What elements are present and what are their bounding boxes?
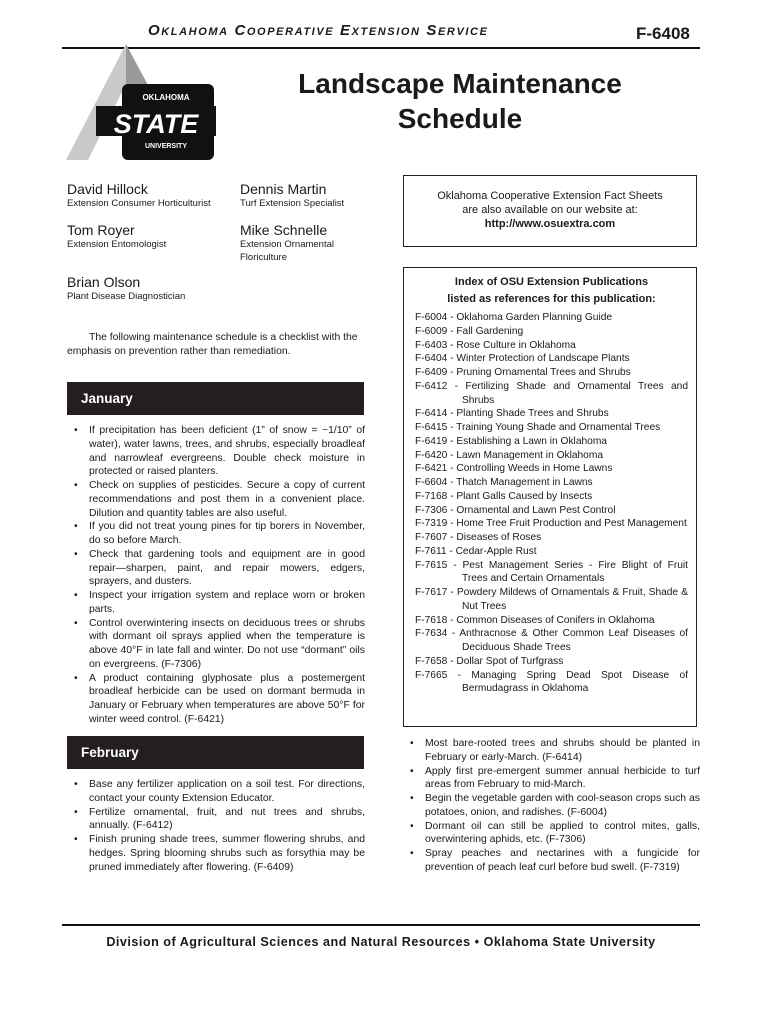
website-text-line: are also available on our website at: [462,204,638,216]
publication-item: F-7306 - Ornamental and Lawn Pest Control [415,504,616,516]
february-list-left [67,778,365,874]
website-url-link[interactable]: http://www.osuextra.com [484,218,616,230]
logo-text-state: STATE [113,109,199,139]
website-box [403,175,697,247]
author-role: Extension Entomologist [67,239,167,250]
osu-logo [62,44,222,169]
author-name: Dennis Martin [240,181,327,197]
list-item: • Finish pruning shade trees, summer flowering shrubs, and hedges. Spring blooming shrubs such as forsythia may be pruned immediately after flowering. (F-6409) [67,833,365,874]
publication-item: F-6403 - Rose Culture in Oklahoma [415,339,576,351]
list-item: • If you did not treat young pines for tip borers in November, do so before March. [67,520,365,548]
publication-item: F-7665 - Managing Spring Dead Spot Disease of Bermudagrass in Oklahoma [415,669,688,695]
publication-item: F-6009 - Fall Gardening [415,325,524,337]
author-name: Mike Schnelle [240,222,328,238]
list-item: • If precipitation has been deficient (1” of snow = ~1/10” of water), water lawns, trees, and shrubs, especially broadleaf and narrowleaf evergreens. Double check moisture in protected or raised planters. [67,424,365,479]
january-heading: January [67,382,364,415]
list-item: • Control overwintering insects on deciduous trees or shrubs with dormant oil sprays applied when the temperature is above 40°F in late fall and winter. Do not use “dormant” oils on evergreens. (F-7306) [67,617,365,672]
author-role: Plant Disease Diagnostician [67,291,186,302]
publications-index-box [403,267,697,727]
publication-item: F-6404 - Winter Protection of Landscape Plants [415,353,630,365]
list-item: • Base any fertilizer application on a soil test. For directions, contact your county Extension Educator. [67,778,365,806]
publication-item: F-7319 - Home Tree Fruit Production and Pest Management [415,518,687,530]
publication-item: F-7617 - Powdery Mildews of Ornamentals & Fruit, Shade & Nut Trees [415,587,688,612]
publication-item: F-6420 - Lawn Management in Oklahoma [415,449,604,461]
publication-item: F-7615 - Pest Management Series - Fire Blight of Fruit Trees and Certain Ornamentals [415,559,688,585]
publication-item: F-6421 - Controlling Weeds in Home Lawns [415,463,613,475]
publication-item: F-7168 - Plant Galls Caused by Insects [415,490,593,502]
february-heading: February [67,736,364,769]
fact-sheet-code: F-6408 [636,24,690,43]
logo-text-oklahoma: OKLAHOMA [142,93,190,102]
january-list [67,424,365,727]
author-role: Extension Consumer Horticulturist [67,198,211,209]
list-item: • Spray peaches and nectarines with a fungicide for prevention of peach leaf curl before bud swell. (F-7319) [403,847,700,875]
page-title [282,66,638,136]
title-line-2: Schedule [397,103,523,134]
title-line-1: Landscape Maintenance [298,68,622,99]
list-item: • Dormant oil can still be applied to control mites, galls, overwintering aphids, etc. (F-7306) [403,820,700,848]
publication-item: F-6412 - Fertilizing Shade and Ornamental Trees and Shrubs [415,380,688,406]
website-text-line: Oklahoma Cooperative Extension Fact Sheets [437,190,663,202]
logo-text-university: UNIVERSITY [144,143,188,150]
publication-item: F-6004 - Oklahoma Garden Planning Guide [415,312,613,323]
intro-paragraph: The following maintenance schedule is a checklist with the emphasis on prevention rather than remediation. [67,332,358,357]
list-item: • Check that gardening tools and equipment are in good repair—sharpen, paint, and repair mowers, edgers, sprayers, and dusters. [67,548,365,589]
list-item: • Fertilize ornamental, fruit, and nut trees and shrubs, annually. (F-6412) [67,806,365,834]
list-item: • A product containing glyphosate plus a postemergent broadleaf herbicide can be used on dormant bermuda in January or February when temperatures are above 50°F for winter weed control. (F-6421) [67,672,365,727]
author-block [240,181,390,210]
publication-item: F-7611 - Cedar-Apple Rust [415,545,537,557]
footer-rule [62,924,700,926]
publication-item: F-6414 - Planting Shade Trees and Shrubs [415,408,609,420]
index-subheading: listed as references for this publication: [447,293,656,305]
publication-item: F-7658 - Dollar Spot of Turfgrass [415,655,564,667]
publication-item: F-6604 - Thatch Management in Lawns [415,477,593,488]
list-item: • Apply first pre-emergent summer annual herbicide to turf areas from February to mid-March. [403,765,700,793]
list-item: • Begin the vegetable garden with cool-season crops such as potatoes, onion, and radishes. (F-6004) [403,792,700,820]
list-item: • Most bare-rooted trees and shrubs should be planted in February or early-March. (F-6414) [403,737,700,765]
author-role: Turf Extension Specialist [240,198,345,209]
publication-item: F-7618 - Common Diseases of Conifers in Oklahoma [415,614,655,626]
author-name: Brian Olson [67,274,141,290]
author-name: Tom Royer [67,222,135,238]
author-name: David Hillock [67,181,148,197]
author-block [67,181,227,210]
series-title: Oklahoma Cooperative Extension Service [148,22,489,39]
publication-item: F-6415 - Training Young Shade and Ornamental Trees [415,422,661,433]
publication-item: F-7634 - Anthracnose & Other Common Leaf Diseases of Deciduous Shade Trees [415,628,688,653]
list-item: • Inspect your irrigation system and replace worn or broken parts. [67,589,365,617]
footer-text: Division of Agricultural Sciences and Natural Resources • Oklahoma State University [106,935,656,949]
list-item: • Check on supplies of pesticides. Secure a copy of current recommendations and post them in a convenient place. Dilution and quantity tables are also useful. [67,479,365,520]
index-heading: Index of OSU Extension Publications [454,276,649,288]
author-block [67,222,227,251]
author-block [240,222,350,264]
author-block [67,274,247,303]
publication-item: F-7607 - Diseases of Roses [415,532,542,543]
february-list-right [403,737,700,875]
publication-item: F-6419 - Establishing a Lawn in Oklahoma [415,435,607,447]
publication-list [415,311,688,696]
author-role: Extension Ornamental Floriculture [240,239,334,263]
publication-item: F-6409 - Pruning Ornamental Trees and Shrubs [415,367,631,378]
